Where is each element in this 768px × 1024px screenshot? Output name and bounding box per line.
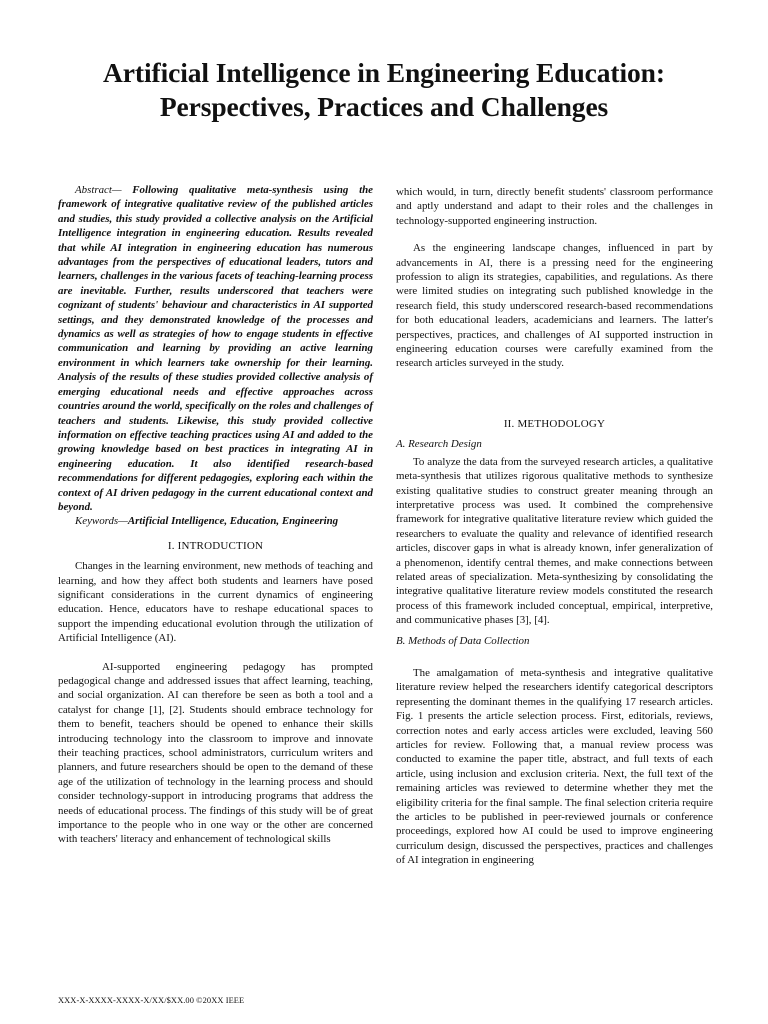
section-heading-methodology: II. METHODOLOGY bbox=[503, 417, 606, 430]
section-heading-introduction: I. INTRODUCTION bbox=[167, 539, 264, 552]
right-paragraph-1: which would, in turn, directly benefit students' classroom performance and aptly understand and adapt to their roles and the challenges in technology-supported engineering instruction. bbox=[396, 186, 713, 227]
methodology-paragraph-1: To analyze the data from the surveyed research articles, a qualitative meta-synthesis that utilizes rigorous qualitative methods to synthesize existing qualitative studies to construct greater meaning through an interpretative process was used. It combined the comprehensive framework for integrative qualitative literature review which guided the researchers to evaluate the quality and relevance of identified research articles, discover gaps in what is already known, infer generalization of a phenomenon, identify central themes, and make connections between related areas of specialization. Meta-synthesizing by consolidating the integrative qualitative literature review models constituted the research process of this framework included conceptual, empirical, interpretive, and communicative phases [3], [4]. bbox=[396, 455, 713, 627]
intro-paragraph-1: Changes in the learning environment, new methods of teaching and learning, and how they affect both students and learners have posed significant considerations in the current dynamics of engineering education. Hence, educators have to reshape educational spaces to support the impending educational evolution through the utilization of Artificial Intelligence (AI). bbox=[58, 560, 373, 645]
abstract-text: Following qualitative meta-synthesis using the framework of integrative qualitative review of the published articles and studies, this study provided a collective analysis on the Artificial Intelligence integration in engineering education. Results revealed that while AI integration in engineering education has numerous advantages from the perspectives of educational leaders, tutors and learners, challenges in the various facets of teaching-learning process are inevitable. Further, results underscored that teachers were cognizant of students' behaviour and characteristics in AI supported settings, and they demonstrated knowledge of the processes and dynamics as well as strategies of how to engage students in effective communication and learning by providing an active learning environment in which learners take ownership for their learning. Analysis of the results of these studies provided collective analysis of emerging educational needs and effective approaches across countries around the world, specifically on the roles and challenges of teachers and students. Likewise, this study provided collective information on effective teaching practices using AI and added to the growing knowledge based on best practices in integrating AI in engineering education. It also identified research-based recommendations for different pedagogies, exploring each within the context of AI driven pedagogy in the current educational context and beyond. bbox=[58, 184, 373, 513]
abstract-label: Abstract— bbox=[75, 184, 122, 196]
right-column bbox=[396, 185, 713, 868]
copyright-footer: XXX-X-XXXX-XXXX-X/XX/$XX.00 ©20XX IEEE bbox=[58, 996, 245, 1005]
keywords bbox=[58, 514, 373, 528]
subsection-heading-data-collection: B. Methods of Data Collection bbox=[396, 634, 530, 647]
left-column bbox=[58, 183, 373, 847]
title-line-1: Artificial Intelligence in Engineering Education: bbox=[103, 57, 665, 88]
right-paragraph-2: As the engineering landscape changes, influenced in part by advancements in AI, there is a pressing need for the engineering profession to align its strategies, capabilities, and regulations. As there were limited studies on integrating such published knowledge in the research field, this study underscored research-based recommendations for both educational leaders, academicians and learners. The latter's perspectives, practices, and challenges of AI supported instruction in engineering education courses were carefully examined from the research articles surveyed in the study. bbox=[396, 242, 713, 370]
title-line-2: Perspectives, Practices and Challenges bbox=[159, 91, 609, 122]
intro-paragraph-2: AI-supported engineering pedagogy has prompted pedagogical change and addressed issues that affect learning, teaching, and social organization. AI can therefore be seen as both a tool and a catalyst for change [1], [2]. Students should embrace technology for them to benefit, teachers should be opened to enhance their skills introducing technology into the classroom to improve and innovate their teaching practices, school administrators, curriculum writers and planners, and future researchers should be open to the demand of these age of the utilization of technology in the learning process and should consider technology-support in introducing programs that address the needs of educational process. The findings of this study will be of great importance to the people who in one way or the other are concerned with teachers' literacy and enhancement of technological skills bbox=[58, 660, 373, 846]
subsection-heading-research-design: A. Research Design bbox=[396, 438, 482, 451]
keywords-text: Artificial Intelligence, Education, Engineering bbox=[127, 515, 339, 528]
methodology-paragraph-2: The amalgamation of meta-synthesis and integrative qualitative literature review helped the researchers identify categorical descriptors representing the dominant themes in the qualifying 17 research articles. Fig. 1 presents the article selection process. First, editorials, reviews, correction notes and early access articles were excluded, leaving 560 articles for review. Following that, a manual review process was conducted to examine the paper title, abstract, and full texts of each article, using inclusion and exclusion criteria. Next, the full text of the remaining articles was reviewed to determine whether they met the eligibility criteria for the final sample. The final selection criteria require the articles to be published in peer-reviewed journals or conference proceedings, explored how AI could be used to improve engineering curriculum design, discussed the perspectives, practices and challenges of AI integration in engineering bbox=[396, 666, 714, 867]
abstract bbox=[58, 183, 373, 514]
paper-title bbox=[0, 56, 768, 124]
keywords-label: Keywords— bbox=[75, 515, 128, 528]
